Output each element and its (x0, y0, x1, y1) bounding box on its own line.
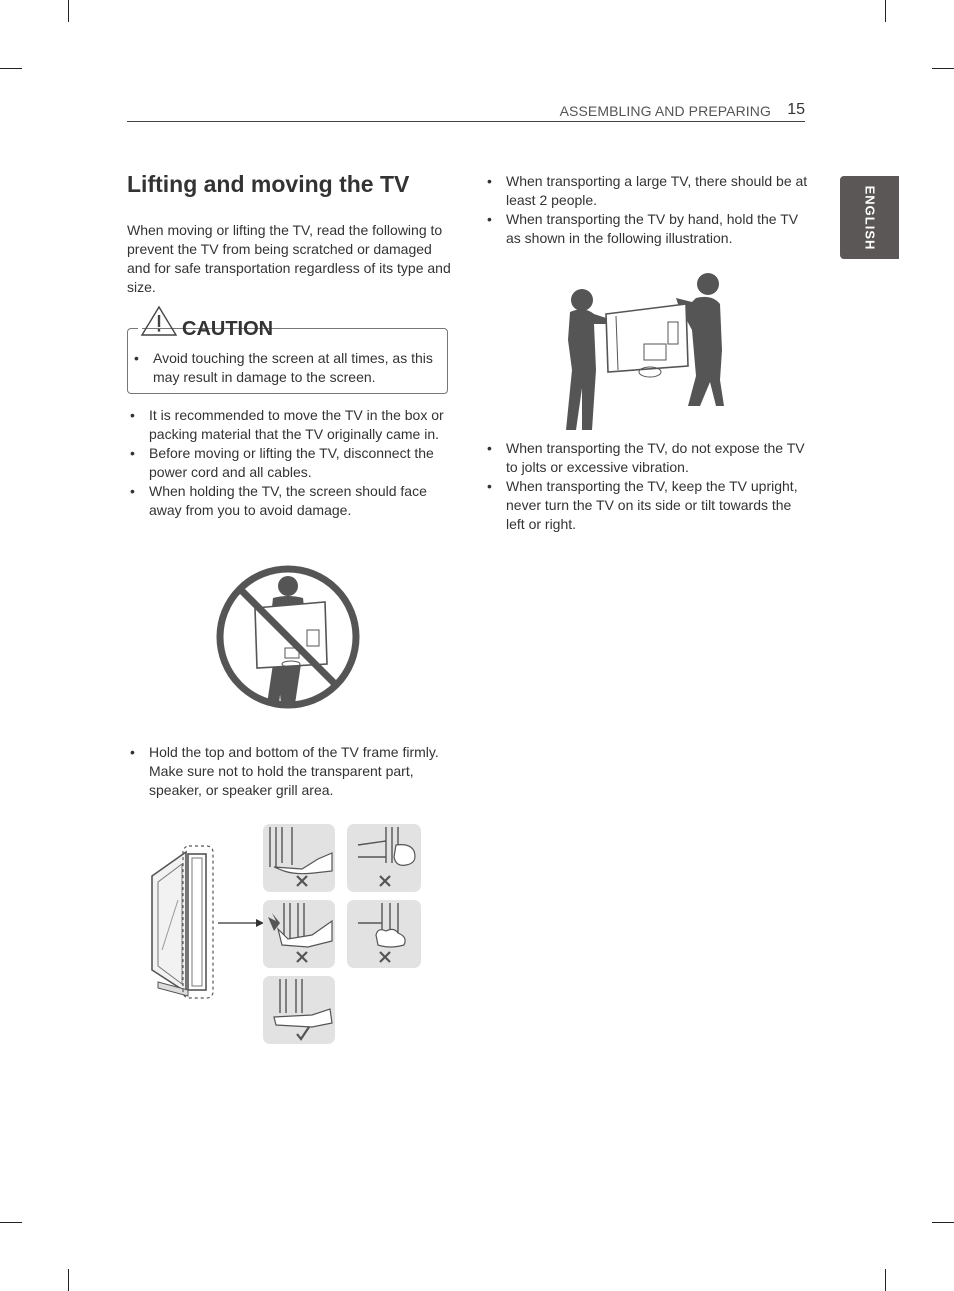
caution-header (138, 305, 274, 341)
grip-panel-correct (262, 975, 336, 1045)
moving-tips-list (127, 406, 452, 520)
two-person-carry-illustration (560, 270, 732, 430)
list-item: • Hold the top and bottom of the TV frame firmly. Make sure not to hold the transparent part, speaker, or speaker grill area. (127, 743, 452, 800)
crop-mark (68, 0, 69, 22)
list-item: • When transporting the TV by hand, hold the TV as shown in the following illustration. (484, 210, 809, 248)
caution-label: CAUTION (182, 318, 274, 340)
transport-care-list (484, 439, 809, 534)
caution-item: • Avoid touching the screen at all times, as this may result in damage to the screen. (131, 349, 441, 387)
list-item: • When transporting a large TV, there should be at least 2 people. (484, 172, 809, 210)
page-number: 15 (787, 101, 805, 118)
crop-mark (68, 1269, 69, 1291)
caution-list (131, 349, 441, 387)
intro-paragraph: When moving or lifting the TV, read the following to prevent the TV from being scratched or damaged and for safe transportation regardless of its type and size. (127, 222, 451, 295)
grip-panel-wrong (262, 823, 336, 893)
language-tab (840, 176, 899, 259)
crop-mark (885, 0, 886, 22)
list-item: • When transporting the TV, do not expose the TV to jolts or excessive vibration. (484, 439, 809, 477)
list-item: • Before moving or lifting the TV, disconnect the power cord and all cables. (127, 444, 452, 482)
crop-mark (885, 1269, 886, 1291)
list-item: • When holding the TV, the screen should face away from you to avoid damage. (127, 482, 452, 520)
page-title: Lifting and moving the TV (127, 171, 410, 197)
header-section-title: ASSEMBLING AND PREPARING (559, 103, 771, 119)
list-item: • It is recommended to move the TV in the box or packing material that the TV originally came in. (127, 406, 452, 444)
page-header (127, 101, 805, 122)
grip-panel-wrong (346, 823, 422, 893)
crop-mark (0, 68, 22, 69)
holding-tips-list (127, 743, 452, 800)
language-tab-label: ENGLISH (862, 185, 877, 250)
crop-mark (932, 1222, 954, 1223)
list-item: • When transporting the TV, keep the TV upright, never turn the TV on its side or tilt towards the left or right. (484, 477, 809, 534)
transport-people-list (484, 172, 809, 248)
prohibited-holding-illustration (215, 564, 361, 710)
tv-side-view-illustration (148, 840, 268, 1002)
crop-mark (932, 68, 954, 69)
grip-panel-wrong (262, 899, 336, 969)
warning-triangle-icon (140, 305, 178, 337)
grip-panel-wrong (346, 899, 422, 969)
crop-mark (0, 1222, 22, 1223)
